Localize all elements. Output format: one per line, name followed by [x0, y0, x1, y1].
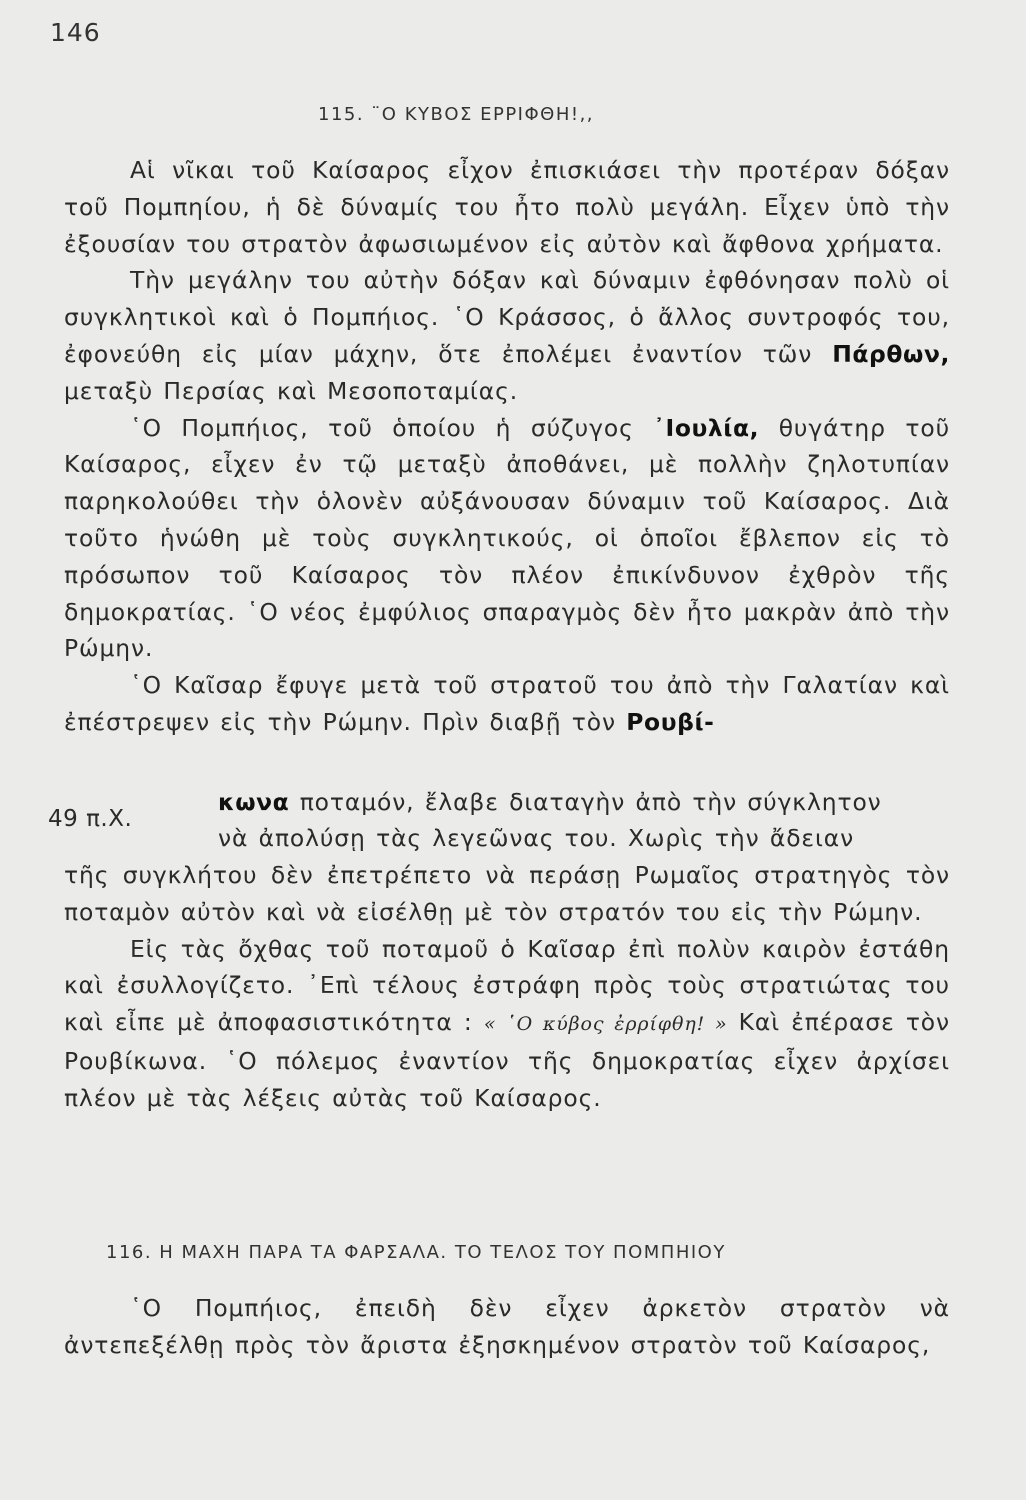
section-116-body: [64, 1290, 950, 1364]
inset-line-2: νὰ ἀπολύσῃ τὰς λεγεῶνας του. Χωρὶς τὴν ἄδειαν: [218, 824, 855, 852]
paragraph: [64, 931, 950, 1117]
section-115-body: [64, 152, 951, 736]
bold-term-parthians: Πάρθων,: [832, 339, 950, 368]
paragraph: Αἱ νῖκαι τοῦ Καίσαρος εἶχον ἐπισκιάσει τὴν προτέραν δόξαν τοῦ Πομπηίου, ἡ δὲ δύναμίς του ἦτο πολὺ μεγάλη. Εἶχεν ὑπὸ τὴν ἐξουσίαν του στρατὸν ἀφωσιωμένον εἰς αὐτὸν καὶ ἄφθονα χρήματα.: [64, 156, 950, 258]
bold-term-julia: ᾿Ιουλία,: [653, 413, 760, 442]
text: μεταξὺ Περσίας καὶ Μεσοποταμίας.: [64, 376, 519, 405]
paragraph: [64, 262, 950, 409]
paragraph: τῆς συγκλήτου δὲν ἐπετρέπετο νὰ περάσῃ Ρωμαῖος στρατηγὸς τὸν ποταμὸν αὐτὸν καὶ νὰ εἰσέλθῃ μὲ τὸν στρατόν του εἰς τὴν Ρώμην.: [64, 861, 950, 926]
margin-date: 49 π.Χ.: [48, 806, 133, 832]
text: ποταμόν, ἔλαβε διαταγὴν ἀπὸ τὴν σύγκλητον: [299, 788, 882, 816]
bold-term-rubicon-cont: κωνα: [218, 788, 290, 816]
inset-line-1: [218, 784, 950, 821]
text: Εἰς τὰς ὄχθας τοῦ ποταμοῦ ὁ Καῖσαρ ἐπὶ πολὺν καιρὸν ἐστάθη καὶ ἐσυλλογίζετο. ᾿Επὶ τέλους ἐστράφη πρὸς τοὺς στρατιώτας του καὶ εἶπε μὲ ἀποφασιστικότητα :: [64, 934, 950, 1037]
paragraph: ῾Ο Πομπήιος, ἐπειδὴ δὲν εἶχεν ἀρκετὸν στρατὸν νὰ ἀντεπεξέλθῃ πρὸς τὸν ἄριστα ἐξησκημένον στρατὸν τοῦ Καίσαρος,: [64, 1294, 950, 1359]
text: Τὴν μεγάλην του αὐτὴν δόξαν καὶ δύναμιν ἐφθόνησαν πολὺ οἱ συγκλητικοὶ καὶ ὁ Πομπήιος. ῾Ο Κράσσος, ὁ ἄλλος συντροφός του, ἐφονεύθη εἰς μίαν μάχην, ὅτε ἐπολέμει ἐναντίον τῶν: [64, 266, 950, 368]
section-116-heading: 116. Η ΜΑΧΗ ΠΑΡΑ ΤΑ ΦΑΡΣΑΛΑ. ΤΟ ΤΕΛΟΣ ΤΟΥ ΠΟΜΠΗΙΟΥ: [106, 1242, 726, 1263]
text: ῾Ο Πομπήιος, τοῦ ὁποίου ἡ σύζυγος: [130, 413, 634, 442]
section-115-heading: 115. ¨Ο ΚΥΒΟΣ ΕΡΡΙΦΘΗ!,,: [318, 104, 595, 125]
text: ῾Ο Καῖσαρ ἔφυγε μετὰ τοῦ στρατοῦ του ἀπὸ τὴν Γαλατίαν καὶ ἐπέστρεψεν εἰς τὴν Ρώμην. Πρὶν διαβῇ τὸν: [64, 671, 950, 736]
paragraph: [64, 667, 950, 736]
section-115-body-cont: [64, 857, 950, 1117]
text: θυγάτηρ τοῦ Καίσαρος, εἶχεν ἐν τῷ μεταξὺ ἀποθάνει, μὲ πολλὴν ζηλοτυπίαν παρηκολούθει τὴν ὁλονὲν αὐξάνουσαν δύναμιν τοῦ Καίσαρος. Διὰ τοῦτο ἡνώθη μὲ τοὺς συγκλητικούς, οἱ ὁποῖοι ἔβλεπον εἰς τὸ πρόσωπον τοῦ Καίσαρος τὸν πλέον ἐπικίνδυνον ἐχθρὸν τῆς δημοκρατίας. ῾Ο νέος ἐμφύλιος σπαραγμὸς δὲν ἦτο μακρὰν ἀπὸ τὴν Ρώμην.: [64, 413, 951, 663]
text: Καὶ ἐπέρασε τὸν Ρουβίκωνα. ῾Ο πόλεμος ἐναντίον τῆς δημοκρατίας εἶχεν ἀρχίσει πλέον μὲ τὰς λέξεις αὐτὰς τοῦ Καίσαρος.: [64, 1008, 950, 1112]
paragraph: [64, 410, 950, 668]
page-number: 146: [50, 18, 101, 47]
quote: « ῾Ο κύβος ἐρρίφθη! »: [483, 1013, 728, 1036]
bold-term-rubicon: Ρουβί-: [626, 707, 715, 736]
